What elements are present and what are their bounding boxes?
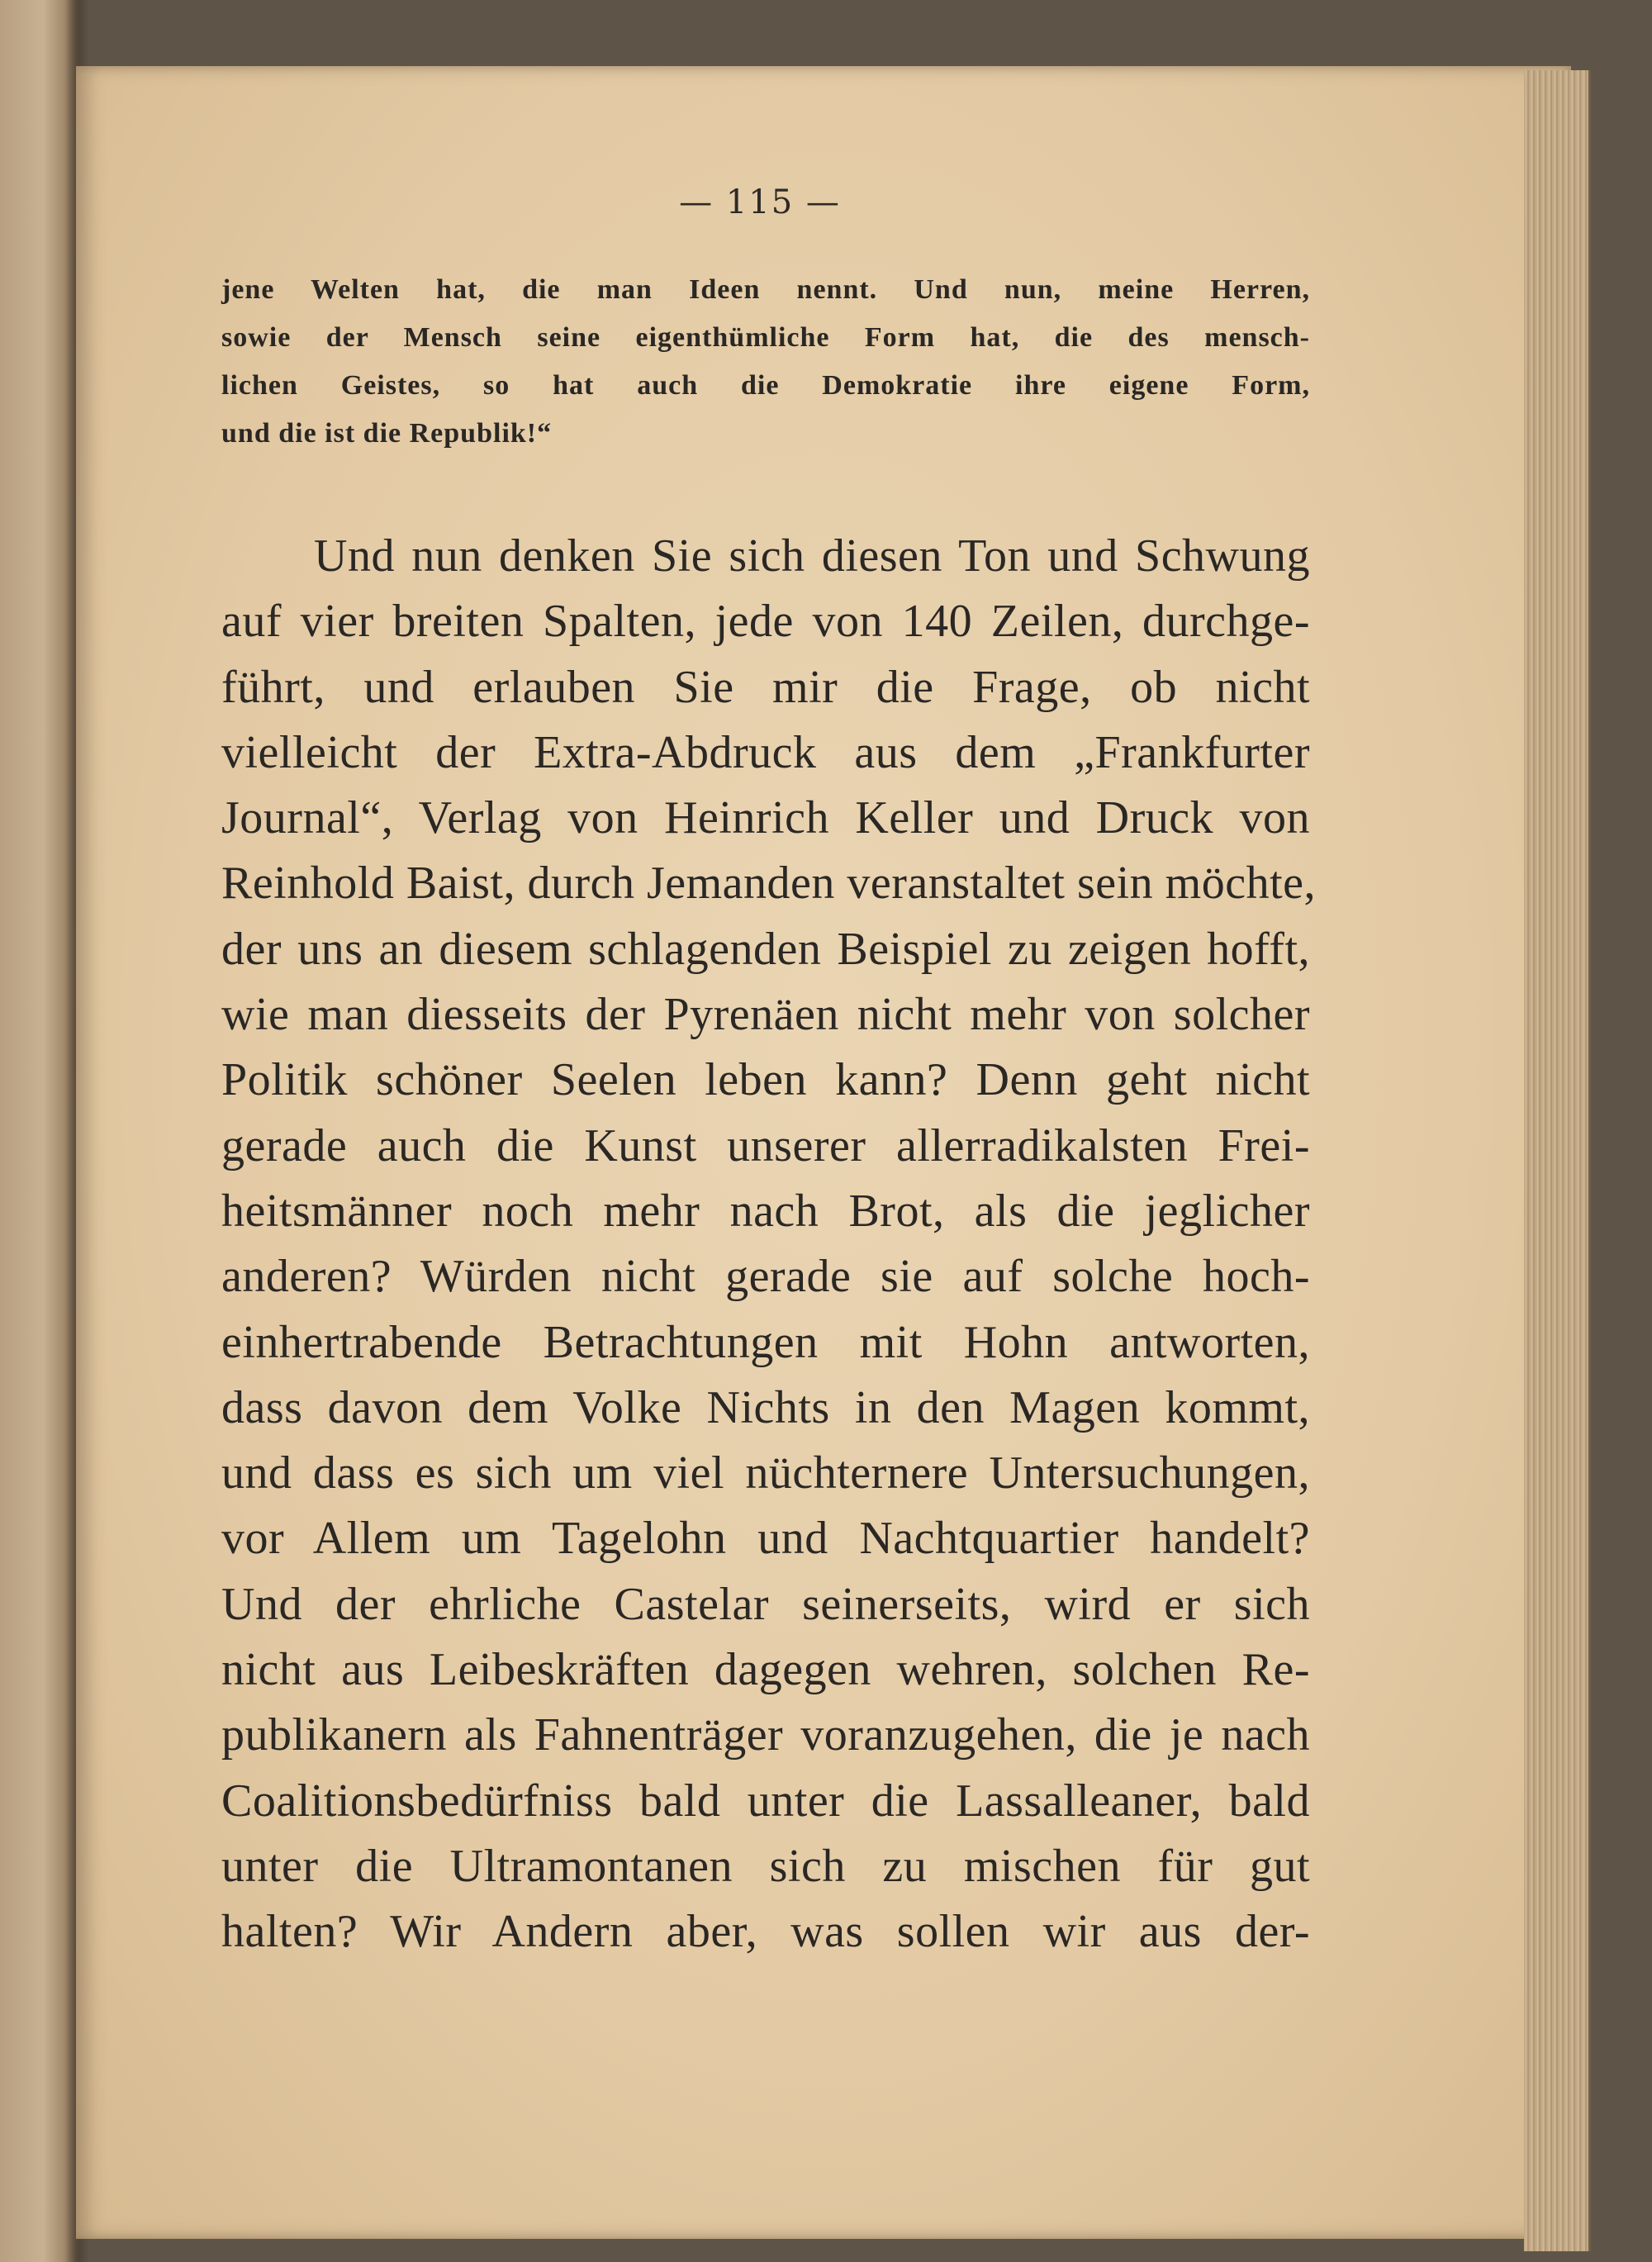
text-line: vor Allem um Tagelohn und Nachtquartier handelt?	[221, 1513, 1310, 1565]
quote-paragraph	[221, 266, 1310, 458]
text-line: sowie der Mensch seine eigenthümliche Form hat, die des mensch-	[221, 322, 1310, 353]
text-line: heitsmänner noch mehr nach Brot, als die jeglicher	[221, 1185, 1310, 1237]
text-line: Und nun denken Sie sich diesen Ton und Schwung	[314, 530, 1310, 582]
page-stack-edge	[1524, 70, 1591, 2251]
text-line: der uns an diesem schlagenden Beispiel zu zeigen hofft,	[221, 923, 1310, 975]
text-line: dass davon dem Volke Nichts in den Magen kommt,	[221, 1381, 1310, 1433]
text-line: einhertrabende Betrachtungen mit Hohn antworten,	[221, 1316, 1310, 1368]
text-line: führt, und erlauben Sie mir die Frage, ob nicht	[221, 661, 1310, 713]
text-line: und die ist die Republik!“	[221, 418, 553, 449]
text-line: jene Welten hat, die man Ideen nennt. Und nun, meine Herren,	[221, 274, 1310, 305]
text-line: lichen Geistes, so hat auch die Demokratie ihre eigene Form,	[221, 370, 1310, 401]
text-line: publikanern als Fahnenträger voranzugehen, die je nach	[221, 1709, 1310, 1761]
text-line: anderen? Würden nicht gerade sie auf solche hoch-	[221, 1251, 1310, 1303]
text-line: Und der ehrliche Castelar seinerseits, wird er sich	[221, 1578, 1310, 1630]
text-line: Coalitionsbedürfniss bald unter die Lassalleaner, bald	[221, 1775, 1310, 1827]
text-line: vielleicht der Extra-Abdruck aus dem „Frankfurter	[221, 726, 1310, 778]
text-line: gerade auch die Kunst unserer allerradikalsten Frei-	[221, 1119, 1310, 1171]
text-line: Politik schöner Seelen leben kann? Denn geht nicht	[221, 1054, 1310, 1106]
text-line: Journal“, Verlag von Heinrich Keller und Druck von	[221, 792, 1310, 844]
text-line: unter die Ultramontanen sich zu mischen für gut	[221, 1840, 1310, 1892]
text-line: wie man diesseits der Pyrenäen nicht mehr von solcher	[221, 989, 1310, 1041]
text-line: nicht aus Leibeskräften dagegen wehren, solchen Re-	[221, 1644, 1310, 1696]
text-line: und dass es sich um viel nüchternere Untersuchungen,	[221, 1447, 1310, 1499]
page-number: — 115 —	[679, 183, 841, 221]
text-line: halten? Wir Andern aber, was sollen wir aus der-	[221, 1906, 1310, 1958]
text-line: auf vier breiten Spalten, jede von 140 Zeilen, durchge-	[221, 596, 1310, 648]
body-paragraph	[221, 524, 1316, 1965]
text-line: Reinhold Baist, durch Jemanden veranstaltet sein möchte,	[221, 858, 1316, 910]
